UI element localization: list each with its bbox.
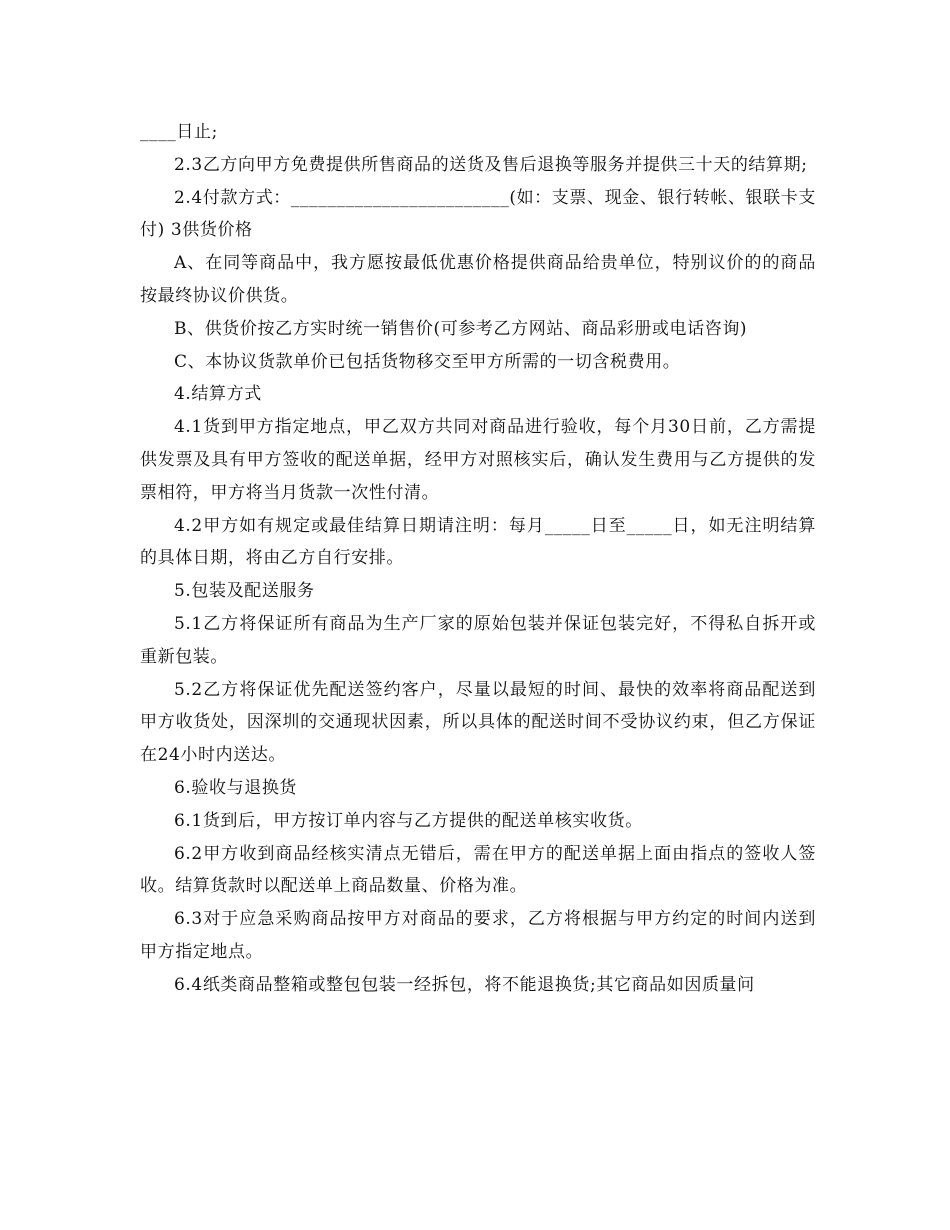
paragraph: 6.1货到后，甲方按订单内容与乙方提供的配送单核实收货。 [174, 810, 643, 831]
paragraph: A、在同等商品中，我方愿按最低优惠价格提供商品给贵单位，特别议价的的商品按最终协议价供货。 [140, 253, 816, 306]
paragraph: 6.2甲方收到商品经核实清点无错后，需在甲方的配送单据上面由指点的签收人签收。结算货款时以配送单上商品数量、价格为准。 [140, 843, 816, 897]
section-heading: 6.验收与退换货 [174, 777, 298, 798]
paragraph: ____日止; [140, 122, 218, 142]
paragraph: 5.2乙方将保证优先配送签约客户，尽量以最短的时间、最快的效率将商品配送到甲方收货处，因深圳的交通现状因素，所以具体的配送时间不受协议约束，但乙方保证在24小时内送达。 [140, 679, 816, 766]
paragraph: 6.3对于应急采购商品按甲方对商品的要求，乙方将根据与甲方约定的时间内送到甲方指定地点。 [140, 909, 816, 962]
paragraph: 4.2甲方如有规定或最佳结算日期请注明：每月_____日至_____日，如无注明结算的具体日期，将由乙方自行安排。 [140, 515, 816, 569]
paragraph: 5.1乙方将保证所有商品为生产厂家的原始包装并保证包装完好，不得私自拆开或重新包装。 [140, 613, 816, 667]
document-body [140, 116, 816, 1002]
section-heading: 5.包装及配送服务 [174, 581, 315, 602]
paragraph: C、本协议货款单价已包括货物移交至甲方所需的一切含税费用。 [174, 351, 681, 372]
section-heading: 4.结算方式 [174, 384, 262, 405]
paragraph: B、供货价按乙方实时统一销售价(可参考乙方网站、商品彩册或电话咨询) [174, 318, 748, 339]
paragraph: 2.3乙方向甲方免费提供所售商品的送货及售后退换等服务并提供三十天的结算期; [174, 154, 808, 175]
paragraph: 6.4纸类商品整箱或整包包装一经拆包，将不能退换货;其它商品如因质量问 [174, 974, 755, 995]
paragraph: 2.4付款方式：________________________(如：支票、现金、银行转帐、银联卡支付) 3供货价格 [140, 187, 816, 241]
paragraph: 4.1货到甲方指定地点，甲乙双方共同对商品进行验收，每个月30日前，乙方需提供发票及具有甲方签收的配送单据，经甲方对照核实后，确认发生费用与乙方提供的发票相符，甲方将当月货款一次性付清。 [140, 417, 816, 503]
